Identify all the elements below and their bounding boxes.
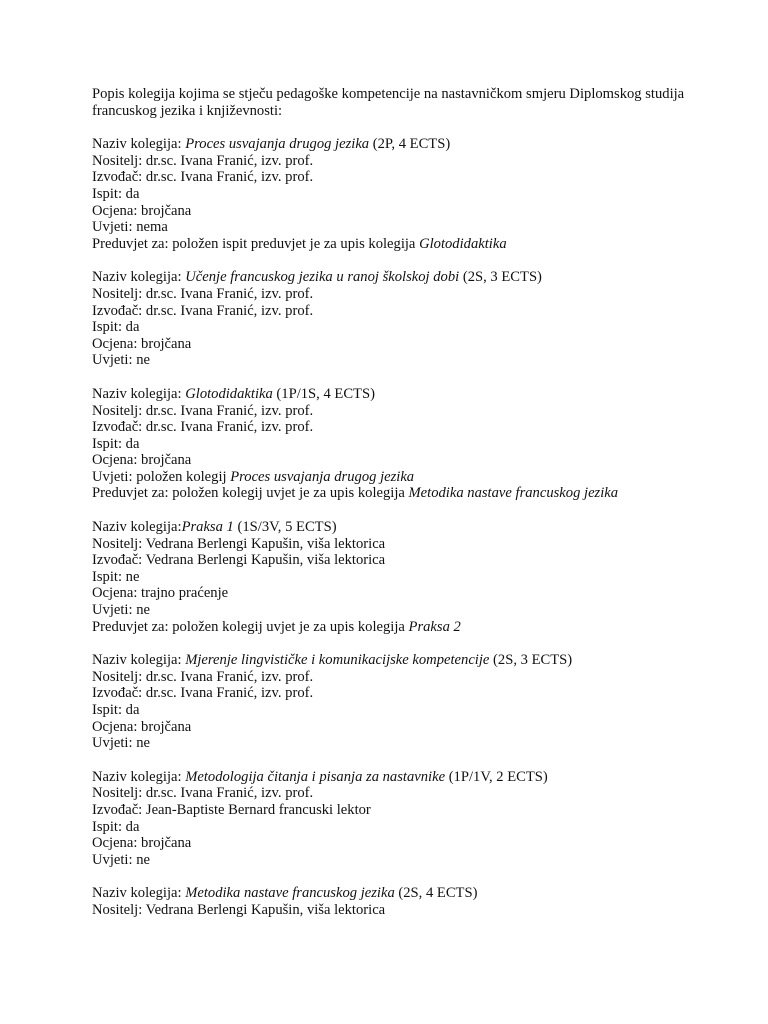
course-title: Proces usvajanja drugog jezika [185,136,370,153]
field-label: Nositelj: [92,285,146,302]
ocjena-line [92,835,692,852]
field-value: brojčana [141,718,192,735]
field-label: Uvjeti: [92,219,137,236]
field-value: položen kolegij uvjet je za upis kolegija [172,485,405,502]
intro-paragraph: Popis kolegija kojima se stječu pedagoške kompetencije na nastavničkom smjeru Diplomskog studija francuskog jezika i književnosti: [92,86,685,119]
course-ref: Praksa 2 [404,618,461,635]
field-value: dr.sc. Ivana Franić, izv. prof. [145,402,314,419]
ocjena-line [92,203,692,220]
field-label: Ocjena: [92,835,142,852]
field-label: Nositelj: [92,668,146,685]
course-meta: (2S, 3 ECTS) [459,269,542,286]
course-entry [92,386,692,502]
nositelj-line [92,536,692,553]
field-value: da [125,818,140,835]
field-label: Ocjena: [92,335,142,352]
field-value: ne [136,352,150,369]
field-value: brojčana [141,835,192,852]
field-label: Ispit: [92,185,126,202]
field-value: Vedrana Berlengi Kapušin, viša lektorica [145,552,386,569]
field-label: Nositelj: [92,402,146,419]
course-meta: (1S/3V, 5 ECTS) [233,519,337,536]
course-title-line [92,136,692,153]
field-value: brojčana [141,335,192,352]
field-value: dr.sc. Ivana Franić, izv. prof. [145,785,314,802]
field-label: Preduvjet za: [92,618,173,635]
field-label: Preduvjet za: [92,235,173,252]
uvjeti-line [92,469,692,486]
field-value: da [125,702,140,718]
field-label: Ispit: [92,435,126,452]
ispit-line [92,702,692,719]
field-value: dr.sc. Ivana Franić, izv. prof. [145,685,314,702]
document-page [92,86,692,936]
course-title-line [92,269,692,286]
field-value: da [125,435,140,452]
field-label: Ocjena: [92,452,142,469]
field-value: trajno praćenje [141,585,229,602]
field-label: Nositelj: [92,535,146,552]
preduvjet-line [92,619,692,636]
field-label: Izvođač: [92,552,146,569]
nositelj-line [92,785,692,802]
field-value: Vedrana Berlengi Kapušin, viša lektorica [145,901,386,918]
field-value: položen kolegij uvjet je za upis kolegija [172,618,405,635]
field-label: Uvjeti: [92,735,137,752]
course-title: Metodika nastave francuskog jezika [185,885,395,902]
field-label: Ispit: [92,818,126,835]
course-title: Praksa 1 [181,519,234,536]
uvjeti-line [92,352,692,369]
course-entry [92,652,692,752]
course-list [92,136,692,918]
nositelj-line [92,286,692,303]
nositelj-line [92,403,692,420]
field-label: Izvođač: [92,419,146,436]
ispit-line [92,319,692,336]
course-meta: (2S, 4 ECTS) [394,885,478,902]
izvodac-line [92,169,692,186]
field-value: da [125,185,140,202]
field-value: nema [136,219,168,236]
field-label: Naziv kolegija: [92,385,186,402]
field-label: Uvjeti: [92,468,137,485]
ispit-line [92,436,692,453]
course-ref: Metodika nastave francuskog jezika [404,485,619,502]
field-label: Ocjena: [92,585,142,602]
izvodac-line [92,802,692,819]
field-label: Ocjena: [92,202,142,219]
course-entry [92,769,692,869]
course-title: Glotodidaktika [185,385,273,402]
field-value: brojčana [141,202,192,219]
field-label: Naziv kolegija: [92,519,182,536]
course-title: Učenje francuskog jezika u ranoj školskoj dobi [185,269,460,286]
course-title-line [92,652,692,669]
field-value: da [125,319,140,336]
field-label: Naziv kolegija: [92,768,186,785]
course-title-line [92,386,692,403]
field-value: Jean-Baptiste Bernard francuski lektor [145,801,371,818]
field-label: Izvođač: [92,685,146,702]
course-entry [92,885,692,918]
ispit-line [92,819,692,836]
course-title-line [92,769,692,786]
ocjena-line [92,585,692,602]
ispit-line [92,186,692,203]
course-ref: Glotodidaktika [415,235,507,252]
field-value: Vedrana Berlengi Kapušin, viša lektorica [145,535,386,552]
uvjeti-line [92,735,692,752]
field-label: Uvjeti: [92,602,137,619]
field-value: dr.sc. Ivana Franić, izv. prof. [145,169,314,186]
uvjeti-line [92,219,692,236]
field-value: dr.sc. Ivana Franić, izv. prof. [145,668,314,685]
course-meta: (1P/1V, 2 ECTS) [445,768,548,785]
field-label: Nositelj: [92,152,146,169]
field-value: brojčana [141,452,192,469]
field-value: dr.sc. Ivana Franić, izv. prof. [145,419,314,436]
preduvjet-line [92,485,692,502]
ocjena-line [92,719,692,736]
course-meta: (2P, 4 ECTS) [369,136,451,153]
nositelj-line [92,902,692,919]
field-label: Naziv kolegija: [92,136,186,153]
izvodac-line [92,552,692,569]
field-label: Naziv kolegija: [92,269,186,286]
field-value: ne [136,735,150,752]
field-value: položen kolegij [136,468,227,485]
field-label: Izvođač: [92,169,146,186]
course-entry [92,519,692,635]
field-label: Ispit: [92,568,126,585]
ispit-line [92,569,692,586]
uvjeti-line [92,602,692,619]
izvodac-line [92,419,692,436]
field-label: Izvođač: [92,302,146,319]
course-title: Mjerenje lingvističke i komunikacijske kompetencije [185,652,490,669]
uvjeti-line [92,852,692,869]
field-value: ne [125,568,140,585]
nositelj-line [92,153,692,170]
field-label: Izvođač: [92,801,146,818]
field-value: dr.sc. Ivana Franić, izv. prof. [145,285,314,302]
ocjena-line [92,336,692,353]
course-meta: (2S, 3 ECTS) [489,652,573,669]
field-label: Nositelj: [92,785,146,802]
course-title-line [92,885,692,902]
field-label: Naziv kolegija: [92,885,186,902]
preduvjet-line [92,236,692,253]
field-value: ne [136,851,150,868]
field-label: Ispit: [92,319,126,336]
field-value: dr.sc. Ivana Franić, izv. prof. [145,152,314,169]
field-label: Preduvjet za: [92,485,173,502]
course-title: Metodologija čitanja i pisanja za nastavnike [185,768,446,785]
field-label: Nositelj: [92,901,146,918]
field-value: dr.sc. Ivana Franić, izv. prof. [145,302,314,319]
course-title-line [92,519,692,536]
izvodac-line [92,303,692,320]
field-label: Naziv kolegija: [92,652,186,669]
field-label: Ocjena: [92,718,142,735]
izvodac-line [92,685,692,702]
field-label: Uvjeti: [92,352,137,369]
ocjena-line [92,452,692,469]
field-value: položen ispit preduvjet je za upis kolegija [172,235,416,252]
nositelj-line [92,669,692,686]
course-entry [92,136,692,252]
course-entry [92,269,692,369]
course-meta: (1P/1S, 4 ECTS) [272,385,375,402]
course-ref: Proces usvajanja drugog jezika [226,468,415,485]
field-value: ne [136,602,150,619]
field-label: Ispit: [92,702,126,718]
field-label: Uvjeti: [92,851,137,868]
